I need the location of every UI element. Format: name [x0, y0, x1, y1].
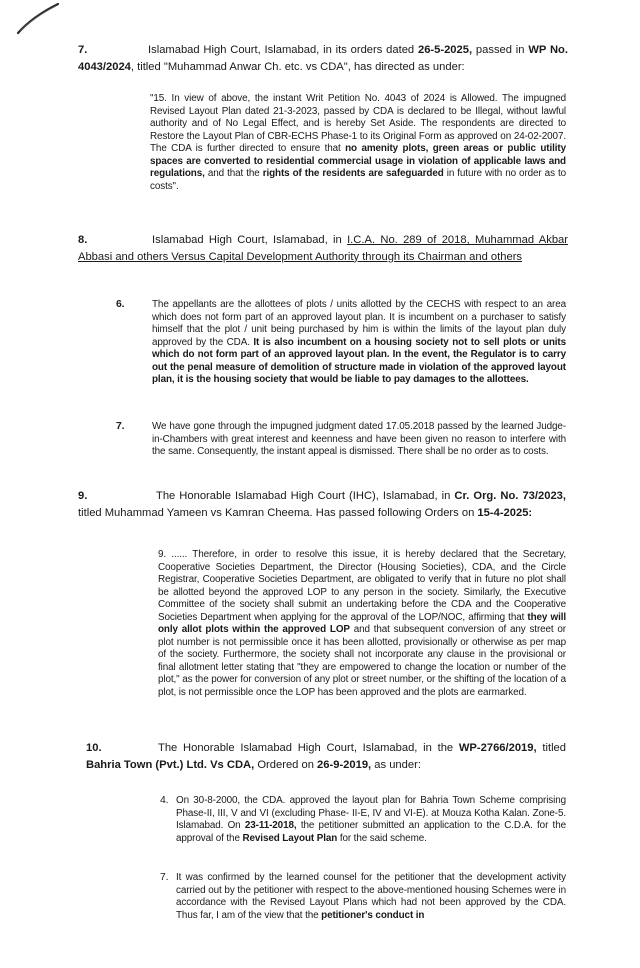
case-number: Cr. Org. No. 73/2023, — [454, 490, 566, 502]
case-number: I.C.A. No. 289 of 2018, Muhammad Akbar Abbasi and others Versus Capital Development Authority through its Chairman and others — [78, 234, 568, 263]
item-10-para-4: 4. On 30-8-2000, the CDA. approved the layout plan for Bahria Town Scheme comprising Phase-II, III, V and VI (excluding Phase- II-E, IV and VI-E). at Mouza Kotha Kalan. Zone-5. Islamabad. On 23-11-2018, the petitioner submitted an application to the C.D.A. for the approval of the Revised Layout Plan for the said scheme. — [160, 795, 566, 844]
item-7-heading: 7. Islamabad High Court, Islamabad, in its orders dated 26-5-2025, passed in WP No. 4043/2024, titled "Muhammad Anwar Ch. etc. vs CDA", has directed as under: — [78, 44, 569, 73]
item-8-heading: 8. Islamabad High Court, Islamabad, in I.C.A. No. 289 of 2018, Muhammad Akbar Abbasi and others Versus Capital Development Authority through its Chairman and others — [78, 234, 568, 263]
item-number: 9. — [78, 490, 88, 502]
item-9-heading: 9. The Honorable Islamabad High Court (IHC), Islamabad, in Cr. Org. No. 73/2023, titled Muhammad Yameen vs Kamran Cheema. Has passed following Orders on 15-4-2025: — [78, 490, 566, 519]
item-8-para-7: 7. We have gone through the impugned judgment dated 17.05.2018 passed by the learned Judge-in-Chambers with great interest and keenness and have been given no reason to interfere with the same. Consequently, the instant appeal is dismissed. There shall be no order as to costs. — [116, 421, 566, 457]
order-date: 15-4-2025: — [477, 506, 533, 519]
case-number: WP No. 4043/2024 — [78, 44, 569, 73]
item-8-para-6: 6. The appellants are the allottees of plots / units allotted by the CECHS with respect to an area which does not form part of an approved layout plan. It is incumbent on a purchaser to satisfy himself that the plot / unit being purchased by him is within the limits of the layout plan duly approved by the CDA. It is also incumbent on a housing society not to sell plots or units which do not form part of an approved layout plan. In the event, the Regulator is to carry out the penal measure of demolition of structure made in violation of the approved layout plan, it is the housing society that would be liable to pay damages to the allottees. — [116, 299, 567, 385]
item-9-quote: 9. ...... Therefore, in order to resolve this issue, it is hereby declared that the Secretary, Cooperative Societies Department, the Director (Housing Societies), CDA, and the Circle Registrar, Cooperative Societies Department, are obligated to verify that in future no plot shall be allotted beyond the approved LOP to any person in the society. Similarly, the Executive Committee of the society shall submit an undertaking before the CDA and the Cooperative Societies Department when applying for the approval of the LOP/NOC, affirming that they will only allot plots within the approved LOP and that subsequent conversion of any street or plot number is not permissible once it has been allotted, provisionally or otherwise as per map of the society. Furthermore, the society shall not incorporate any clause in the provisional or final allotment letter stating that "they are empowered to change the location or number of the plot," as the power for conversion of any plot or street number, or the shifting of the location of a plot, is not permissible once the LOP has been approved and the plots are earmarked. — [158, 549, 567, 698]
case-number: WP-2766/2019, — [458, 742, 537, 754]
item-10-para-7: 7. It was confirmed by the learned counsel for the petitioner that the development activity carried out by the petitioner with respect to the above-mentioned housing Schemes were in accordance with the Revised Layout Plans which had not been approved by the CDA. Thus far, I am of the view that the petitioner's conduct in — [160, 872, 566, 921]
item-10-heading: 10. The Honorable Islamabad High Court, Islamabad, in the WP-2766/2019, titled Bahria Town (Pvt.) Ltd. Vs CDA, Ordered on 26-9-2019, as under: — [86, 742, 566, 771]
pen-stroke-mark — [16, 2, 60, 36]
order-date: 26-9-2019, — [317, 758, 372, 771]
order-date: 26-5-2025, — [417, 44, 473, 56]
case-title: Bahria Town (Pvt.) Ltd. Vs CDA, — [86, 758, 255, 771]
item-number: 7. — [78, 44, 88, 56]
item-7-quote: "15. In view of above, the instant Writ Petition No. 4043 of 2024 is Allowed. The impugned Revised Layout Plan dated 21-3-2023, passed by CDA is declared to be Illegal, without lawful authority and of No Legal Effect, and is hereby Set Aside. The respondents are directed to Restore the Layout Plan of CBR-ECHS Phase-1 to its Original Form as approved on 24-02-2007. The CDA is further directed to ensure that no amenity plots, green areas or public utility spaces are converted to residential commercial usage in violation of applicable laws and regulations, and that the rights of the residents are safeguarded in future with no order as to costs". — [150, 93, 567, 192]
item-number: 10. — [86, 742, 102, 754]
item-number: 8. — [78, 234, 88, 246]
